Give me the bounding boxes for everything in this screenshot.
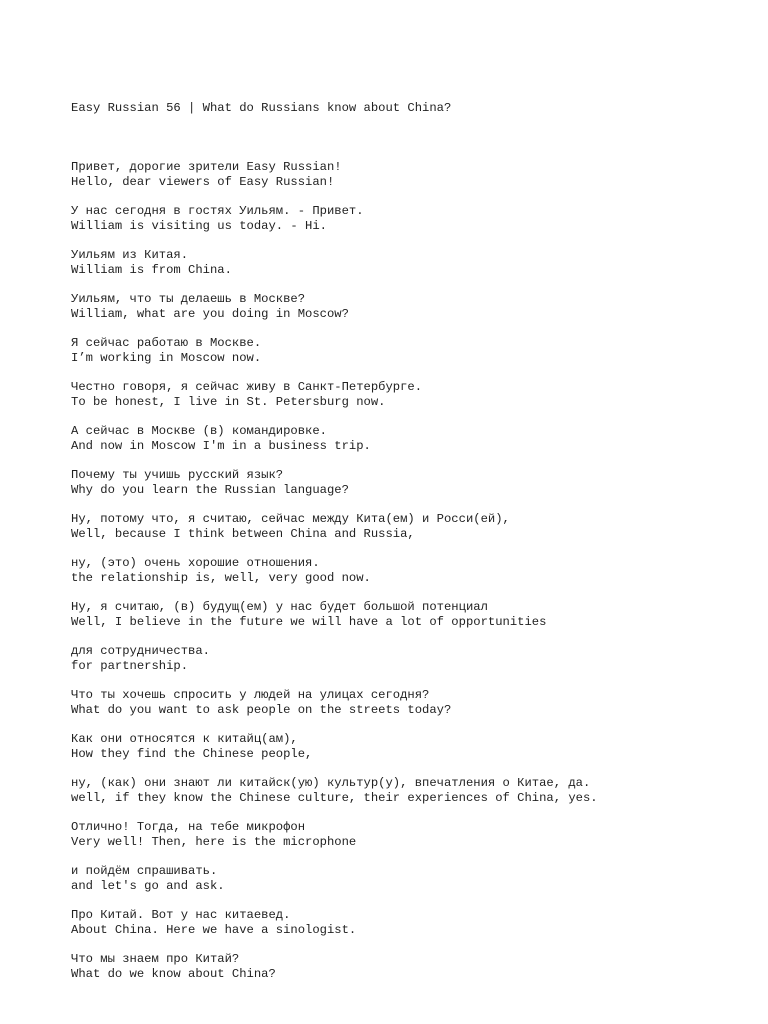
russian-line: Что мы знаем про Китай? — [71, 952, 240, 967]
russian-line: Привет, дорогие зрители Easy Russian! — [71, 160, 342, 175]
transcript-pair — [71, 688, 748, 717]
english-line: Why do you learn the Russian language? — [71, 482, 349, 497]
transcript-pair — [71, 556, 748, 585]
transcript-pair — [71, 600, 748, 629]
russian-line: Что ты хочешь спросить у людей на улицах сегодня? — [71, 688, 430, 703]
russian-line: Честно говоря, я сейчас живу в Санкт-Петербурге. — [71, 380, 423, 395]
transcript-list — [71, 160, 748, 981]
english-line: How they find the Chinese people, — [71, 746, 313, 761]
english-line: William is from China. — [71, 262, 232, 277]
english-line: well, if they know the Chinese culture, their experiences of China, yes. — [71, 790, 598, 805]
transcript-pair — [71, 292, 748, 321]
transcript-pair — [71, 952, 748, 981]
russian-line: и пойдём спрашивать. — [71, 864, 218, 879]
russian-line: Отлично! Тогда, на тебе микрофон — [71, 820, 306, 835]
russian-line: ну, (как) они знают ли китайск(ую) культур(у), впечатления о Китае, да. — [71, 776, 591, 791]
english-line: for partnership. — [71, 658, 189, 673]
english-line: and let's go and ask. — [71, 878, 225, 893]
russian-line: Про Китай. Вот у нас китаевед. — [71, 908, 291, 923]
transcript-pair — [71, 644, 748, 673]
english-line: I’m working in Moscow now. — [71, 350, 262, 365]
russian-line: Уильям, что ты делаешь в Москве? — [71, 292, 306, 307]
russian-line: А сейчас в Москве (в) командировке. — [71, 424, 327, 439]
russian-line: Как они относятся к китайц(ам), — [71, 732, 298, 747]
transcript-pair — [71, 512, 748, 541]
transcript-pair — [71, 380, 748, 409]
english-line: And now in Moscow I'm in a business trip. — [71, 438, 371, 453]
transcript-pair — [71, 776, 748, 805]
english-line: To be honest, I live in St. Petersburg now. — [71, 394, 386, 409]
english-line: William, what are you doing in Moscow? — [71, 306, 349, 321]
english-line: the relationship is, well, very good now. — [71, 570, 371, 585]
english-line: Very well! Then, here is the microphone — [71, 834, 357, 849]
russian-line: У нас сегодня в гостях Уильям. - Привет. — [71, 204, 364, 219]
transcript-pair — [71, 160, 748, 189]
transcript-pair — [71, 468, 748, 497]
english-line: About China. Here we have a sinologist. — [71, 922, 357, 937]
russian-line: ну, (это) очень хорошие отношения. — [71, 556, 320, 571]
document-title: Easy Russian 56 | What do Russians know about China? — [71, 101, 452, 116]
russian-line: для сотрудничества. — [71, 644, 210, 659]
english-line: William is visiting us today. - Hi. — [71, 218, 327, 233]
transcript-pair — [71, 424, 748, 453]
english-line: What do you want to ask people on the streets today? — [71, 702, 452, 717]
english-line: Hello, dear viewers of Easy Russian! — [71, 174, 335, 189]
russian-line: Ну, я считаю, (в) будущ(ем) у нас будет большой потенциал — [71, 600, 488, 615]
transcript-pair — [71, 732, 748, 761]
russian-line: Я сейчас работаю в Москве. — [71, 336, 262, 351]
english-line: Well, because I think between China and Russia, — [71, 526, 415, 541]
transcript-pair — [71, 204, 748, 233]
russian-line: Уильям из Китая. — [71, 248, 189, 263]
russian-line: Почему ты учишь русский язык? — [71, 468, 284, 483]
transcript-pair — [71, 908, 748, 937]
transcript-pair — [71, 864, 748, 893]
russian-line: Ну, потому что, я считаю, сейчас между Кита(ем) и Росси(ей), — [71, 512, 510, 527]
english-line: What do we know about China? — [71, 966, 276, 981]
english-line: Well, I believe in the future we will have a lot of opportunities — [71, 614, 547, 629]
transcript-page — [71, 72, 748, 1011]
transcript-pair — [71, 820, 748, 849]
transcript-pair — [71, 336, 748, 365]
transcript-pair — [71, 248, 748, 277]
